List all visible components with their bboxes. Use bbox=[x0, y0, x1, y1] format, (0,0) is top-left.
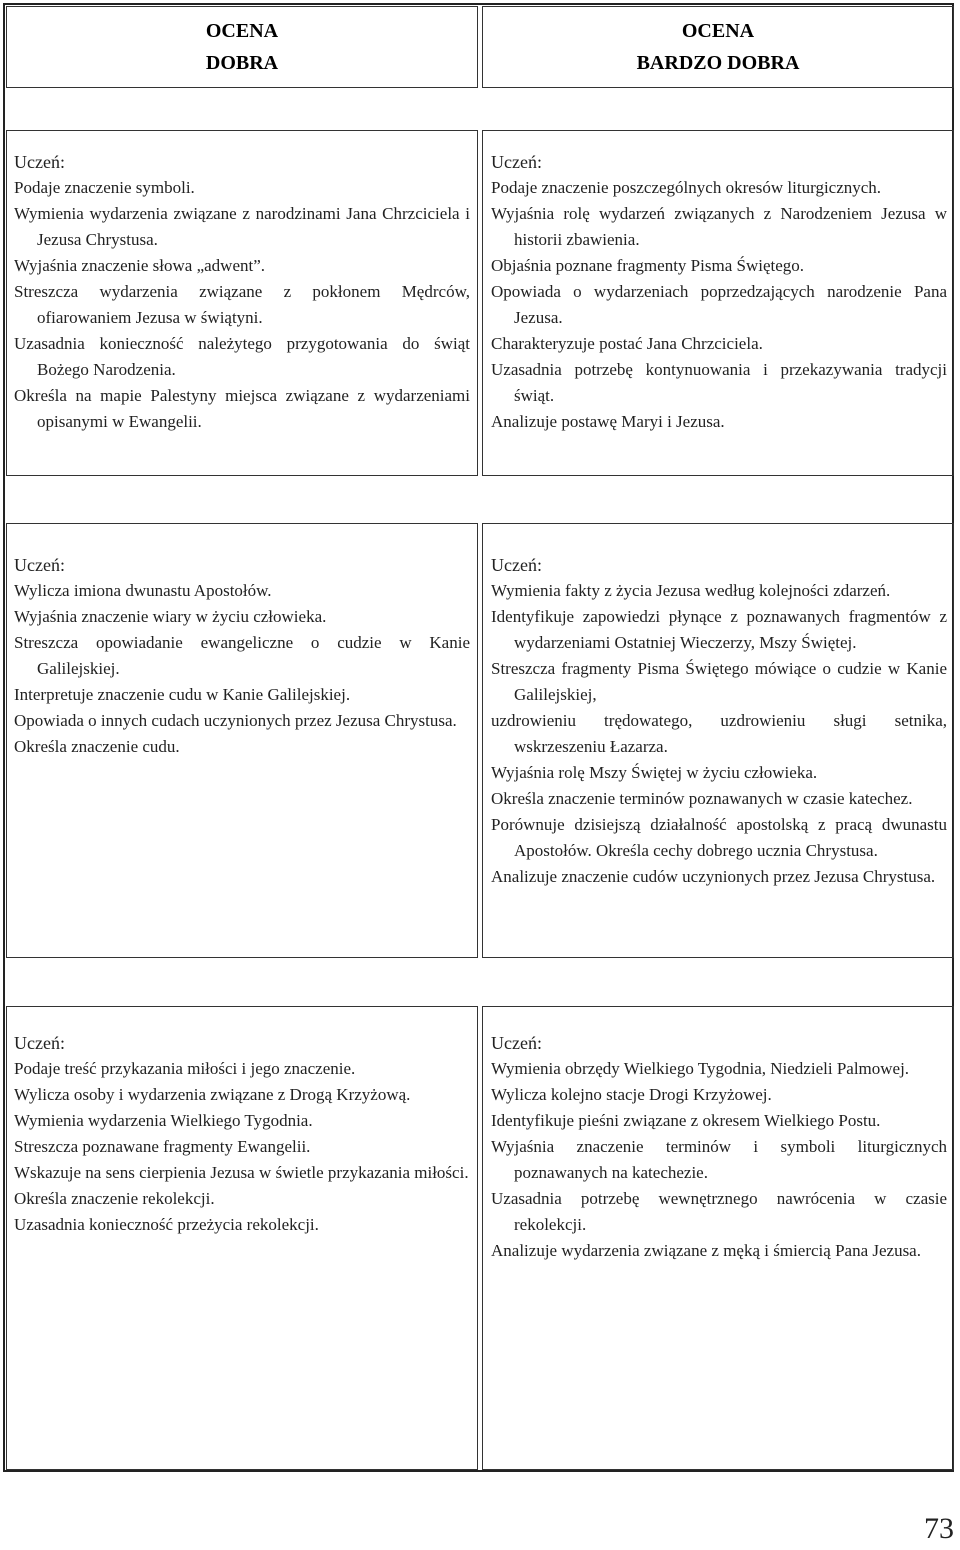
criterion-item: Wymienia obrzędy Wielkiego Tygodnia, Niedzieli Palmowej. bbox=[491, 1059, 910, 1078]
criterion-item: Opowiada o innych cudach uczynionych przez Jezusa Chrystusa. bbox=[14, 711, 457, 730]
row-2-left bbox=[14, 552, 470, 760]
criterion-item: Wylicza kolejno stacje Drogi Krzyżowej. bbox=[491, 1085, 772, 1104]
criterion-item: Identyfikuje zapowiedzi płynące z poznawanych fragmentów z wydarzeniami Ostatniej Wieczerzy, Mszy Świętej. bbox=[491, 607, 947, 652]
criterion-item: Podaje znaczenie symboli. bbox=[14, 178, 195, 197]
header-ocena-bardzo-dobra bbox=[482, 6, 954, 88]
header-left-line2: DOBRA bbox=[205, 52, 279, 74]
criterion-item: Opowiada o wydarzeniach poprzedzających narodzenie Pana Jezusa. bbox=[491, 282, 947, 327]
header-right-line2: BARDZO DOBRA bbox=[636, 52, 800, 74]
row-2-right bbox=[491, 552, 947, 890]
page-number: 73 bbox=[924, 1512, 954, 1545]
row-3-left bbox=[14, 1030, 470, 1238]
criterion-item: Streszcza opowiadanie ewangeliczne o cudzie w Kanie Galilejskiej. bbox=[14, 633, 470, 678]
criterion-item: Wskazuje na sens cierpienia Jezusa w świetle przykazania miłości. bbox=[14, 1163, 469, 1182]
criterion-item: Określa znaczenie terminów poznawanych w czasie katechez. bbox=[491, 789, 913, 808]
criterion-item: Podaje treść przykazania miłości i jego znaczenie. bbox=[14, 1059, 356, 1078]
criterion-item: Wyjaśnia znaczenie słowa „adwent”. bbox=[14, 256, 266, 275]
criterion-item: Charakteryzuje postać Jana Chrzciciela. bbox=[491, 334, 763, 353]
criterion-item: Uzasadnia potrzebę kontynuowania i przekazywania tradycji świąt. bbox=[491, 360, 947, 405]
criterion-item: Analizuje znaczenie cudów uczynionych przez Jezusa Chrystusa. bbox=[491, 867, 936, 886]
header-left-line1: OCENA bbox=[205, 20, 279, 42]
header-ocena-dobra bbox=[6, 6, 478, 88]
criterion-item: Wyjaśnia znaczenie wiary w życiu człowieka. bbox=[14, 607, 327, 626]
criterion-item: Wyjaśnia rolę wydarzeń związanych z Narodzeniem Jezusa w historii zbawienia. bbox=[491, 204, 947, 249]
row-1-right bbox=[491, 149, 947, 435]
criterion-item: Wyjaśnia znaczenie terminów i symboli liturgicznych poznawanych na katechezie. bbox=[491, 1137, 947, 1182]
uczen-label: Uczeń: bbox=[14, 555, 65, 575]
criterion-item: Podaje znaczenie poszczególnych okresów liturgicznych. bbox=[491, 178, 882, 197]
criterion-item: Wymienia fakty z życia Jezusa według kolejności zdarzeń. bbox=[491, 581, 891, 600]
header-right-line1: OCENA bbox=[681, 20, 755, 42]
criterion-item: Wyjaśnia rolę Mszy Świętej w życiu człowieka. bbox=[491, 763, 818, 782]
criterion-item: Interpretuje znaczenie cudu w Kanie Galilejskiej. bbox=[14, 685, 351, 704]
uczen-label: Uczeń: bbox=[14, 152, 65, 172]
criterion-item: Streszcza wydarzenia związane z pokłonem Mędrców, ofiarowaniem Jezusa w świątyni. bbox=[14, 282, 470, 327]
uczen-label: Uczeń: bbox=[491, 555, 542, 575]
row-3-right bbox=[491, 1030, 947, 1264]
criterion-item: Uzasadnia potrzebę wewnętrznego nawrócenia w czasie rekolekcji. bbox=[491, 1189, 947, 1234]
criterion-item: Streszcza fragmenty Pisma Świętego mówiące o cudzie w Kanie Galilejskiej, bbox=[491, 659, 947, 704]
criterion-item: Wymienia wydarzenia Wielkiego Tygodnia. bbox=[14, 1111, 313, 1130]
criterion-item: Wylicza osoby i wydarzenia związane z Drogą Krzyżową. bbox=[14, 1085, 411, 1104]
row-1-left bbox=[14, 149, 470, 435]
criterion-item: Uzasadnia konieczność należytego przygotowania do świąt Bożego Narodzenia. bbox=[14, 334, 470, 379]
criterion-item: Określa na mapie Palestyny miejsca związane z wydarzeniami opisanymi w Ewangelii. bbox=[14, 386, 470, 431]
uczen-label: Uczeń: bbox=[491, 152, 542, 172]
criterion-item: Objaśnia poznane fragmenty Pisma Świętego. bbox=[491, 256, 805, 275]
uczen-label: Uczeń: bbox=[14, 1033, 65, 1053]
criterion-item: Porównuje dzisiejszą działalność apostolską z pracą dwunastu Apostołów. Określa cechy dobrego ucznia Chrystusa. bbox=[491, 815, 947, 860]
criterion-item: Wylicza imiona dwunastu Apostołów. bbox=[14, 581, 272, 600]
criterion-item: Identyfikuje pieśni związane z okresem Wielkiego Postu. bbox=[491, 1111, 881, 1130]
criterion-item: Wymienia wydarzenia związane z narodzinami Jana Chrzciciela i Jezusa Chrystusa. bbox=[14, 204, 470, 249]
criterion-item: Analizuje wydarzenia związane z męką i śmiercią Pana Jezusa. bbox=[491, 1241, 921, 1260]
criterion-item: Określa znaczenie rekolekcji. bbox=[14, 1189, 215, 1208]
uczen-label: Uczeń: bbox=[491, 1033, 542, 1053]
criterion-item: Analizuje postawę Maryi i Jezusa. bbox=[491, 412, 725, 431]
criterion-item: Uzasadnia konieczność przeżycia rekolekcji. bbox=[14, 1215, 319, 1234]
criterion-item: Określa znaczenie cudu. bbox=[14, 737, 180, 756]
criterion-item: Streszcza poznawane fragmenty Ewangelii. bbox=[14, 1137, 311, 1156]
criterion-item: uzdrowieniu trędowatego, uzdrowieniu sługi setnika, wskrzeszeniu Łazarza. bbox=[491, 711, 947, 756]
